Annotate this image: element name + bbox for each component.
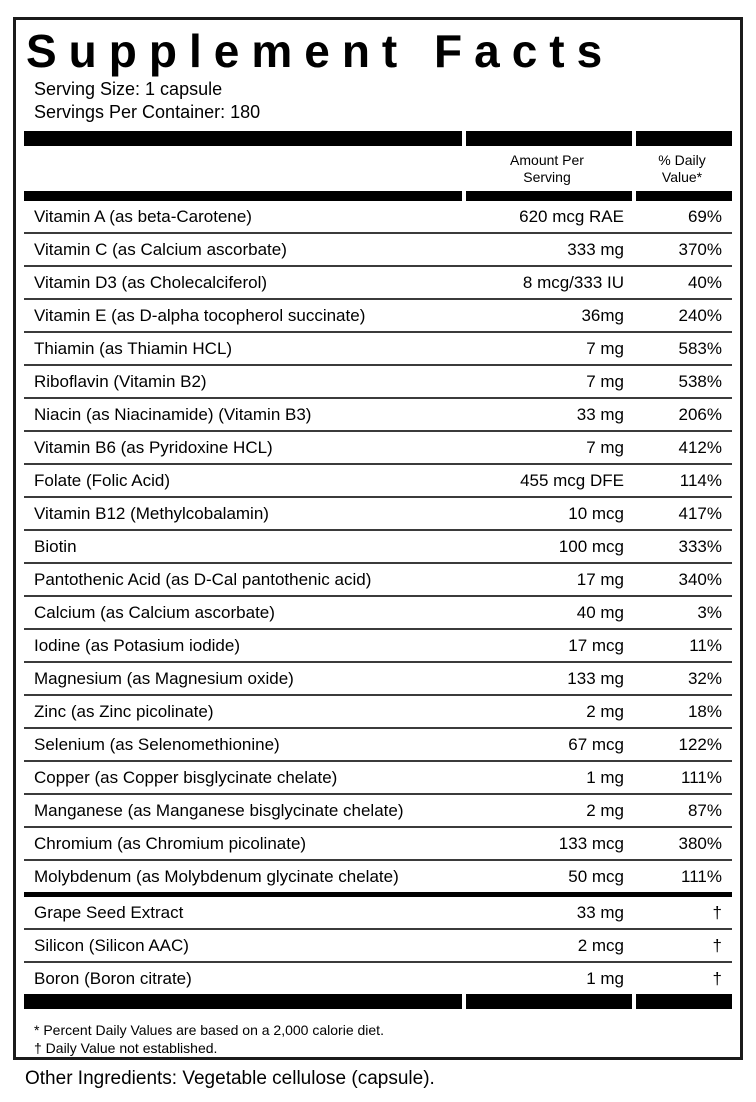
nutrient-daily-value: † (712, 935, 722, 955)
table-row (24, 795, 732, 828)
nutrient-daily-value: 11% (689, 635, 722, 655)
serving-info (34, 78, 740, 124)
nutrient-amount: 7 mg (586, 371, 624, 391)
table-row (24, 897, 732, 930)
table-row (24, 930, 732, 963)
nutrient-amount: 100 mcg (558, 536, 624, 556)
nutrient-amount: 133 mg (567, 668, 624, 688)
nutrient-daily-value: 206% (678, 404, 722, 424)
nutrient-name: Magnesium (as Magnesium oxide) (34, 668, 294, 688)
table-row (24, 234, 732, 267)
nutrient-amount: 17 mcg (568, 635, 624, 655)
servings-per-container: Servings Per Container: 180 (34, 102, 261, 122)
nutrient-amount: 50 mcg (568, 866, 624, 886)
table-row (24, 333, 732, 366)
table-row (24, 432, 732, 465)
nutrient-name: Zinc (as Zinc picolinate) (34, 701, 214, 721)
nutrient-daily-value: † (712, 968, 722, 988)
nutrient-daily-value: † (712, 902, 722, 922)
footnote-percent: * Percent Daily Values are based on a 2,000 calorie diet. (34, 1022, 384, 1038)
nutrient-amount: 1 mg (586, 968, 624, 988)
serving-size: Serving Size: 1 capsule (34, 79, 223, 99)
nutrient-name: Boron (Boron citrate) (34, 968, 192, 988)
table-row (24, 828, 732, 861)
nutrient-name: Selenium (as Selenomethionine) (34, 734, 280, 754)
nutrient-name: Pantothenic Acid (as D-Cal pantothenic acid) (34, 569, 372, 589)
separator-bar-bottom (24, 994, 732, 1009)
table-row (24, 663, 732, 696)
extra-rows (24, 897, 732, 994)
nutrient-daily-value: 3% (697, 602, 722, 622)
footnotes (34, 1021, 732, 1057)
other-ingredients: Other Ingredients: Vegetable cellulose (capsule). (25, 1068, 435, 1089)
nutrient-amount: 333 mg (567, 239, 624, 259)
nutrient-name: Vitamin D3 (as Cholecalciferol) (34, 272, 268, 292)
nutrient-name: Copper (as Copper bisglycinate chelate) (34, 767, 338, 787)
nutrient-amount: 2 mcg (577, 935, 624, 955)
nutrient-amount: 17 mg (576, 569, 624, 589)
nutrient-daily-value: 380% (678, 833, 722, 853)
table-row (24, 267, 732, 300)
nutrient-name: Niacin (as Niacinamide) (Vitamin B3) (34, 404, 312, 424)
table-row (24, 762, 732, 795)
nutrient-amount: 40 mg (576, 602, 624, 622)
nutrient-daily-value: 412% (678, 437, 722, 457)
column-header-row (24, 146, 732, 191)
label-title: Supplement Facts (26, 25, 615, 77)
nutrient-name: Silicon (Silicon AAC) (34, 935, 189, 955)
nutrient-amount: 2 mg (586, 701, 624, 721)
nutrient-amount: 455 mcg DFE (520, 470, 624, 490)
nutrient-daily-value: 32% (687, 668, 722, 688)
nutrient-name: Grape Seed Extract (34, 902, 184, 922)
nutrient-name: Manganese (as Manganese bisglycinate chelate) (34, 800, 404, 820)
table-row (24, 630, 732, 663)
nutrient-amount: 8 mcg/333 IU (522, 272, 624, 292)
nutrient-daily-value: 122% (678, 734, 722, 754)
nutrient-name: Folate (Folic Acid) (34, 470, 171, 490)
nutrient-name: Molybdenum (as Molybdenum glycinate chelate) (34, 866, 399, 886)
table-row (24, 729, 732, 762)
nutrient-daily-value: 240% (678, 305, 722, 325)
table-row (24, 366, 732, 399)
nutrient-name: Iodine (as Potasium iodide) (34, 635, 241, 655)
nutrient-amount: 7 mg (586, 437, 624, 457)
table-row (24, 963, 732, 994)
table-row (24, 498, 732, 531)
table-row (24, 861, 732, 892)
nutrient-amount: 620 mcg RAE (519, 206, 624, 226)
nutrient-name: Biotin (34, 536, 77, 556)
nutrient-daily-value: 538% (678, 371, 722, 391)
table-row (24, 465, 732, 498)
nutrient-daily-value: 87% (687, 800, 722, 820)
nutrient-daily-value: 583% (678, 338, 722, 358)
nutrient-name: Thiamin (as Thiamin HCL) (34, 338, 233, 358)
nutrient-daily-value: 111% (681, 866, 722, 886)
table-row (24, 201, 732, 234)
table-row (24, 399, 732, 432)
nutrient-name: Vitamin B12 (Methylcobalamin) (34, 503, 269, 523)
column-header-daily-value: % Daily Value* (658, 151, 706, 185)
nutrient-daily-value: 417% (678, 503, 722, 523)
nutrient-amount: 33 mg (576, 404, 624, 424)
nutrient-daily-value: 370% (678, 239, 722, 259)
nutrient-name: Vitamin A (as beta-Carotene) (34, 206, 252, 226)
table-row (24, 300, 732, 333)
separator-bar-top (24, 131, 732, 146)
nutrient-daily-value: 333% (678, 536, 722, 556)
footnote-dagger: † Daily Value not established. (34, 1040, 218, 1056)
nutrient-daily-value: 18% (687, 701, 722, 721)
nutrient-name: Riboflavin (Vitamin B2) (34, 371, 207, 391)
nutrient-amount: 67 mcg (568, 734, 624, 754)
table-row (24, 696, 732, 729)
table-row (24, 597, 732, 630)
nutrient-daily-value: 340% (678, 569, 722, 589)
nutrient-daily-value: 111% (681, 767, 722, 787)
nutrient-name: Chromium (as Chromium picolinate) (34, 833, 307, 853)
nutrient-name: Vitamin B6 (as Pyridoxine HCL) (34, 437, 273, 457)
nutrient-name: Calcium (as Calcium ascorbate) (34, 602, 275, 622)
nutrient-daily-value: 40% (687, 272, 722, 292)
main-rows (24, 201, 732, 892)
nutrient-amount: 133 mcg (558, 833, 624, 853)
nutrient-daily-value: 114% (679, 470, 722, 490)
column-header-amount: Amount Per Serving (510, 151, 584, 185)
supplement-facts-label (13, 17, 743, 1060)
nutrient-amount: 36mg (581, 305, 624, 325)
nutrient-daily-value: 69% (687, 206, 722, 226)
nutrient-name: Vitamin C (as Calcium ascorbate) (34, 239, 287, 259)
nutrient-amount: 10 mcg (568, 503, 624, 523)
nutrient-amount: 1 mg (586, 767, 624, 787)
nutrient-amount: 33 mg (576, 902, 624, 922)
nutrient-amount: 7 mg (586, 338, 624, 358)
table-row (24, 531, 732, 564)
nutrient-name: Vitamin E (as D-alpha tocopherol succinate) (34, 305, 366, 325)
nutrient-amount: 2 mg (586, 800, 624, 820)
table-row (24, 564, 732, 597)
separator-bar-header (24, 191, 732, 201)
